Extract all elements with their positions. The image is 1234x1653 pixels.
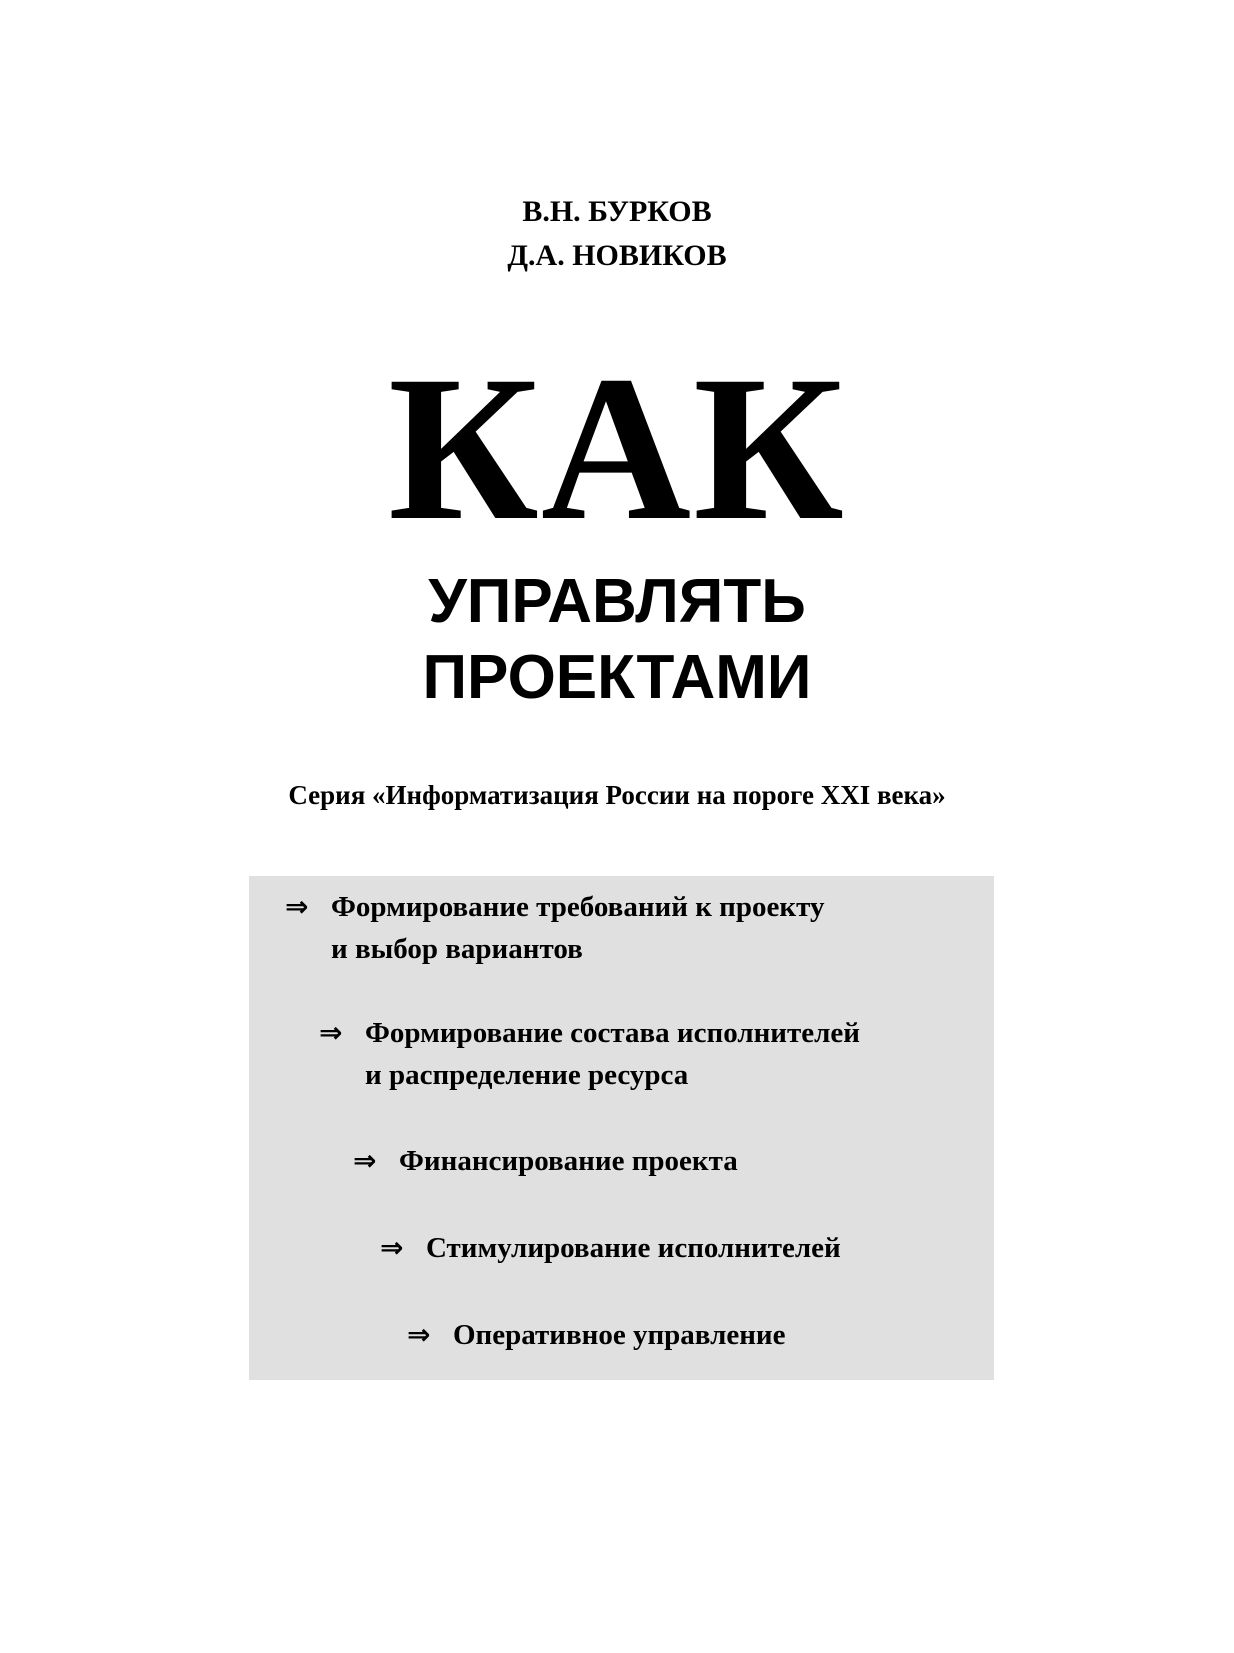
topic-financing [353,1140,738,1182]
authors [0,190,1234,278]
arrow-icon: ⇒ [319,1016,343,1049]
topic-label: Финансирование проекта [399,1145,738,1177]
arrow-icon: ⇒ [380,1231,404,1264]
topic-staffing [319,1012,860,1096]
topic-label: Формирование требований к проекту [331,891,825,923]
topic-label: Оперативное управление [453,1319,786,1351]
arrow-icon: ⇒ [353,1144,377,1177]
topic-incentives [380,1227,841,1269]
main-title: КАК [388,333,846,563]
author-burkov: В.Н. БУРКОВ [522,195,712,228]
topic-requirements [285,886,824,970]
series-line: Серия «Информатизация России на пороге XXI века» [288,780,946,810]
topic-label-continued: и выбор вариантов [331,933,583,965]
author-novikov: Д.А. НОВИКОВ [507,239,727,272]
topic-label: Формирование состава исполнителей [365,1017,860,1049]
subtitle-line-2: ПРОЕКТАМИ [422,643,812,712]
topic-operational-management [407,1314,786,1356]
arrow-icon: ⇒ [285,890,309,923]
arrow-icon: ⇒ [407,1318,431,1351]
topics-box [249,876,994,1380]
topic-label: Стимулирование исполнителей [426,1232,841,1264]
subtitle-line-1: УПРАВЛЯТЬ [428,567,806,636]
subtitle [0,564,1234,716]
topic-label-continued: и распределение ресурса [365,1059,689,1091]
